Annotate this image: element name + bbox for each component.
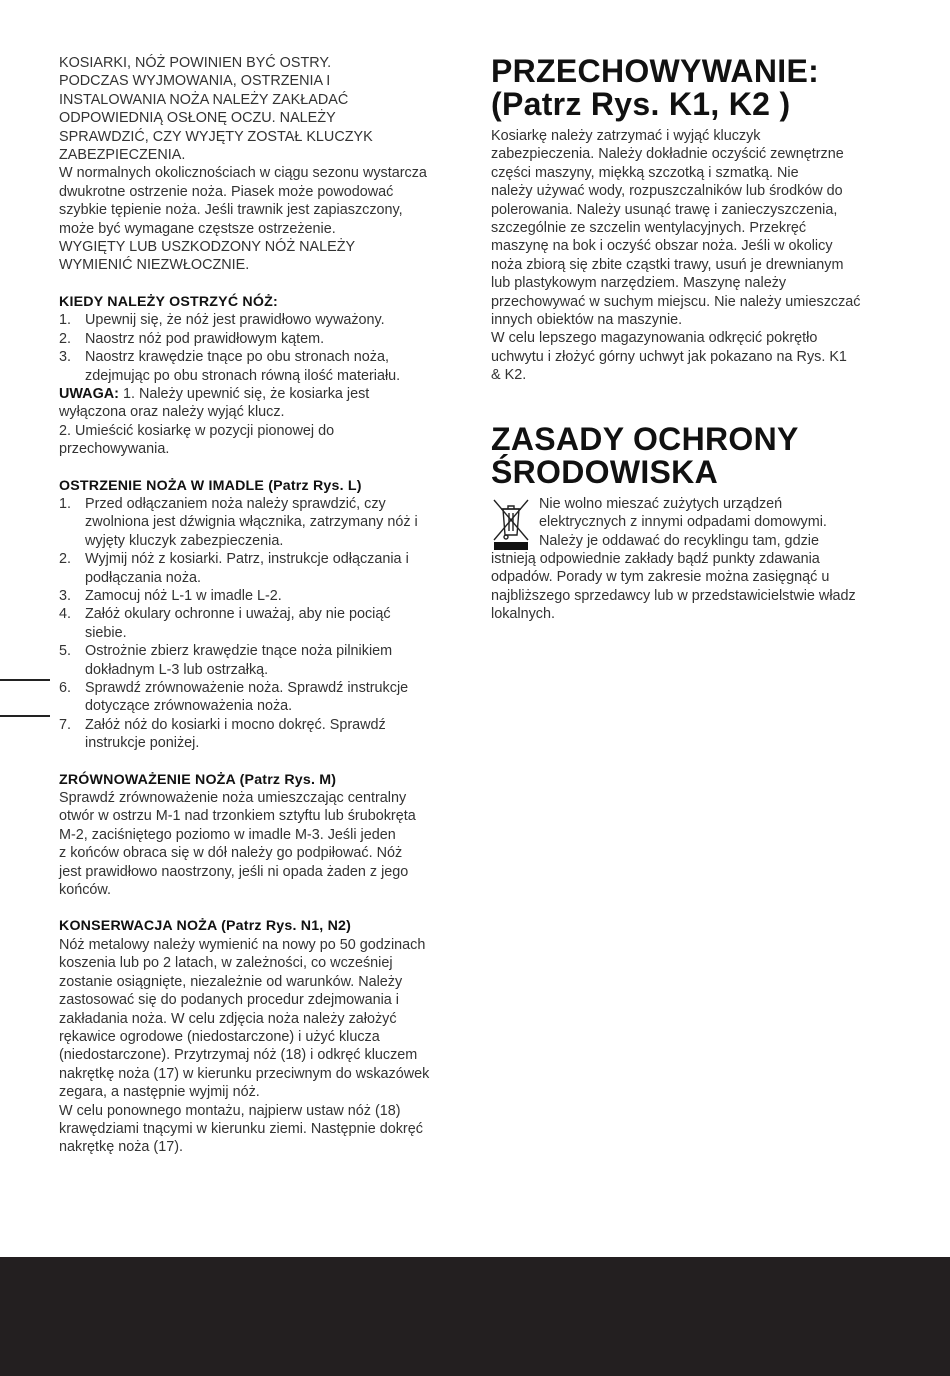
paragraph-line: należy używać wody, rozpuszczalników lub środków do	[491, 183, 843, 200]
zasady-paragraph	[491, 550, 895, 624]
intro-line: dwukrotne ostrzenie noża. Piasek może powodować	[59, 183, 394, 200]
list-text: Zamocuj nóż L-1 w imadle L-2.	[85, 587, 282, 604]
intro-line: SPRAWDZIĆ, CZY WYJĘTY ZOSTAŁ KLUCZYK	[59, 128, 373, 145]
list-number: 4.	[59, 606, 72, 623]
paragraph-line: W celu ponownego montażu, najpierw ustaw nóż (18)	[59, 1102, 401, 1119]
paragraph-line: & K2.	[491, 367, 527, 384]
list-number: 3.	[59, 349, 72, 366]
intro-line: WYMIENIĆ NIEZWŁOCZNIE.	[59, 257, 250, 274]
paragraph-line: przechowywać w suchym miejscu. Nie należy umieszczać	[491, 293, 861, 310]
konserwacja-paragraph	[59, 936, 461, 1157]
margin-mark	[0, 715, 50, 717]
list-number: 1.	[59, 312, 72, 329]
weee-block	[491, 495, 895, 550]
intro-line: ODPOWIEDNIĄ OSŁONĘ OCZU. NALEŻY	[59, 110, 336, 127]
list-text: Ostrożnie zbierz krawędzie tnące noża pilnikiem	[85, 643, 393, 660]
intro-line: WYGIĘTY LUB USZKODZONY NÓŻ NALEŻY	[59, 239, 356, 256]
paragraph-line: zegara, a następnie wyjmij nóż.	[59, 1084, 260, 1101]
ostrzenie-heading: OSTRZENIE NOŻA W IMADLE (Patrz Rys. L)	[59, 477, 362, 494]
uwaga-text: 1. Należy upewnić się, że kosiarka jest	[118, 385, 370, 402]
paragraph-line: otwór w ostrzu M-1 nad trzonkiem sztyftu lub śrubokręta	[59, 808, 416, 825]
intro-line: może być wymagane częstsze ostrzeżenie.	[59, 220, 336, 237]
list-number: 5.	[59, 643, 72, 660]
list-text: siebie.	[85, 624, 127, 641]
intro-line: szybkie tępienie noża. Jeśli trawnik jest zapiaszczony,	[59, 202, 403, 219]
list-text: zwolniona jest dźwignia włącznika, zatrzymany nóż i	[85, 514, 418, 531]
list-text: Załóż nóż do kosiarki i mocno dokręć. Sprawdź	[85, 716, 386, 733]
zrownowazenie-paragraph	[59, 789, 461, 899]
list-item	[59, 587, 461, 605]
konserwacja-heading: KONSERWACJA NOŻA (Patrz Rys. N1, N2)	[59, 918, 352, 935]
list-item	[59, 348, 461, 385]
list-text: dotyczące zrównoważenia noża.	[85, 698, 293, 715]
list-number: 6.	[59, 680, 72, 696]
paragraph-line: uchwytu i złożyć górny uchwyt jak pokazano na Rys. K1	[491, 348, 847, 365]
paragraph-line: M-2, zaciśniętego poziomo w imadle M-3. Jeśli jeden	[59, 826, 396, 843]
list-text: Przed odłączaniem noża należy sprawdzić, czy	[85, 495, 386, 512]
paragraph-line: istnieją odpowiednie zakłady bądź punkty zdawania	[491, 550, 820, 567]
uwaga-note	[59, 385, 461, 459]
uwaga-text: wyłączona oraz należy wyjąć klucz.	[59, 404, 285, 421]
list-number: 7.	[59, 716, 72, 733]
list-item	[59, 642, 461, 679]
paragraph-line: zostanie osiągnięte, niezależnie od warunków. Należy	[59, 973, 403, 990]
list-text: Naostrz nóż pod prawidłowym kątem.	[85, 330, 325, 347]
paragraph-line: zastosować się do podanych procedur zdejmowania i	[59, 992, 399, 1009]
paragraph-line: noża zbiorą się zbite cząstki trawy, usuń je drewnianym	[491, 256, 844, 273]
list-text: Wyjmij nóż z kosiarki. Patrz, instrukcje odłączania i	[85, 551, 409, 568]
list-number: 1.	[59, 495, 72, 512]
paragraph-line: innych obiektów na maszynie.	[491, 312, 683, 329]
list-text: zdejmując po obu stronach równą ilość materiału.	[85, 367, 401, 384]
paragraph-line: Sprawdź zrównoważenie noża umieszczając centralny	[59, 790, 407, 807]
list-text: Naostrz krawędzie tnące po obu stronach noża,	[85, 349, 389, 366]
zasady-section	[491, 420, 895, 624]
zasady-title: ZASADY OCHRONY	[491, 420, 799, 457]
intro-line: ZABEZPIECZENIA.	[59, 147, 186, 164]
left-column	[59, 54, 461, 1157]
przechowywanie-title: PRZECHOWYWANIE:	[491, 53, 820, 89]
paragraph-line: jest prawidłowo naostrzony, jeśli ni opada żaden z jego	[59, 863, 409, 880]
list-item	[59, 311, 461, 329]
weee-crossed-bin-icon	[491, 497, 531, 547]
ostrzenie-list	[59, 495, 461, 753]
kiedy-heading: KIEDY NALEŻY OSTRZYĆ NÓŻ:	[59, 293, 278, 310]
list-number: 2.	[59, 330, 72, 347]
list-text: Sprawdź zrównoważenie noża. Sprawdź instrukcje	[85, 680, 409, 696]
paragraph-line: Nóż metalowy należy wymienić na nowy po 50 godzinach	[59, 936, 426, 953]
paragraph-line: części maszyny, miękką szczotką i szmatką. Nie	[491, 164, 799, 181]
paragraph-line: lub plastykowym narzędziem. Maszynę należy	[491, 275, 787, 292]
list-text: Załóż okulary ochronne i uważaj, aby nie pociąć	[85, 606, 391, 623]
list-text: dokładnym L-3 lub ostrzałką.	[85, 661, 269, 678]
paragraph-line: nakrętkę noża (17).	[59, 1139, 183, 1156]
list-number: 3.	[59, 587, 72, 604]
intro-line: INSTALOWANIA NOŻA NALEŻY ZAKŁADAĆ	[59, 91, 349, 108]
list-text: podłączania noża.	[85, 569, 202, 586]
paragraph-line: Kosiarkę należy zatrzymać i wyjąć kluczyk	[491, 128, 761, 144]
przechowywanie-paragraph	[491, 127, 895, 385]
list-item	[59, 495, 461, 550]
list-text: instrukcje poniżej.	[85, 735, 200, 752]
list-item	[59, 716, 461, 753]
right-column	[491, 55, 895, 624]
paragraph-line: końców.	[59, 882, 111, 899]
list-text: Upewnij się, że nóż jest prawidłowo wyważony.	[85, 312, 385, 329]
uwaga-label: UWAGA:	[59, 385, 119, 402]
list-item	[59, 605, 461, 642]
paragraph-line: odpadów. Porady w tym zakresie można zasięgnąć u	[491, 569, 830, 586]
list-item	[59, 330, 461, 348]
paragraph-line: z końców obraca się w dół należy go podpiłować. Nóż	[59, 845, 403, 862]
paragraph-line: najbliższego sprzedawcy lub w przedstawicielstwie władz	[491, 587, 856, 604]
paragraph-line: W celu lepszego magazynowania odkręcić pokrętło	[491, 330, 818, 347]
paragraph-line: koszenia lub po 2 latach, w zależności, co wcześniej	[59, 955, 393, 972]
intro-line: KOSIARKI, NÓŻ POWINIEN BYĆ OSTRY.	[59, 55, 332, 71]
paragraph-line: rękawice ogrodowe (niedostarczone) i użyć klucza	[59, 1028, 380, 1045]
zrownowazenie-heading: ZRÓWNOWAŻENIE NOŻA (Patrz Rys. M)	[59, 771, 337, 788]
paragraph-line: maszynę na bok i oczyść obszar noża. Jeśli w okolicy	[491, 238, 833, 255]
intro-paragraph	[59, 54, 461, 275]
list-text: wyjęty kluczyk zabezpieczenia.	[85, 532, 284, 549]
weee-text: Należy je oddawać do recyklingu tam, gdzie	[539, 532, 819, 549]
intro-line: W normalnych okolicznościach w ciągu sezonu wystarcza	[59, 165, 427, 182]
paragraph-line: zakładania noża. W celu zdjęcia noża należy założyć	[59, 1010, 397, 1027]
paragraph-line: nakrętkę noża (17) w kierunku przeciwnym do wskazówek	[59, 1065, 430, 1082]
paragraph-line: zabezpieczenia. Należy dokładnie oczyścić zewnętrzne	[491, 146, 844, 163]
weee-text: Nie wolno mieszać zużytych urządzeń	[539, 495, 783, 512]
zasady-title-line2: ŚRODOWISKA	[491, 453, 718, 490]
weee-text: elektrycznych z innymi odpadami domowymi.	[539, 514, 827, 531]
list-item	[59, 679, 461, 716]
margin-mark	[0, 679, 50, 681]
uwaga-text: przechowywania.	[59, 441, 170, 458]
uwaga-text: 2. Umieścić kosiarkę w pozycji pionowej do	[59, 422, 335, 439]
paragraph-line: lokalnych.	[491, 606, 555, 623]
kiedy-list	[59, 311, 461, 385]
paragraph-line: (niedostarczone). Przytrzymaj nóż (18) i odkręć kluczem	[59, 1047, 418, 1064]
list-item	[59, 550, 461, 587]
list-number: 2.	[59, 551, 72, 568]
footer-band	[0, 1257, 950, 1376]
paragraph-line: polerowania. Należy usunąć trawę i zanieczyszczenia,	[491, 201, 838, 218]
paragraph-line: szczególnie ze szczelin wentylacyjnych. Przekręć	[491, 220, 807, 237]
przechowywanie-subtitle: (Patrz Rys. K1, K2 )	[491, 86, 791, 122]
paragraph-line: krawędziami tnącymi w kierunku ziemi. Następnie dokręć	[59, 1120, 423, 1137]
weee-bar	[494, 542, 528, 550]
intro-line: PODCZAS WYJMOWANIA, OSTRZENIA I	[59, 73, 331, 90]
